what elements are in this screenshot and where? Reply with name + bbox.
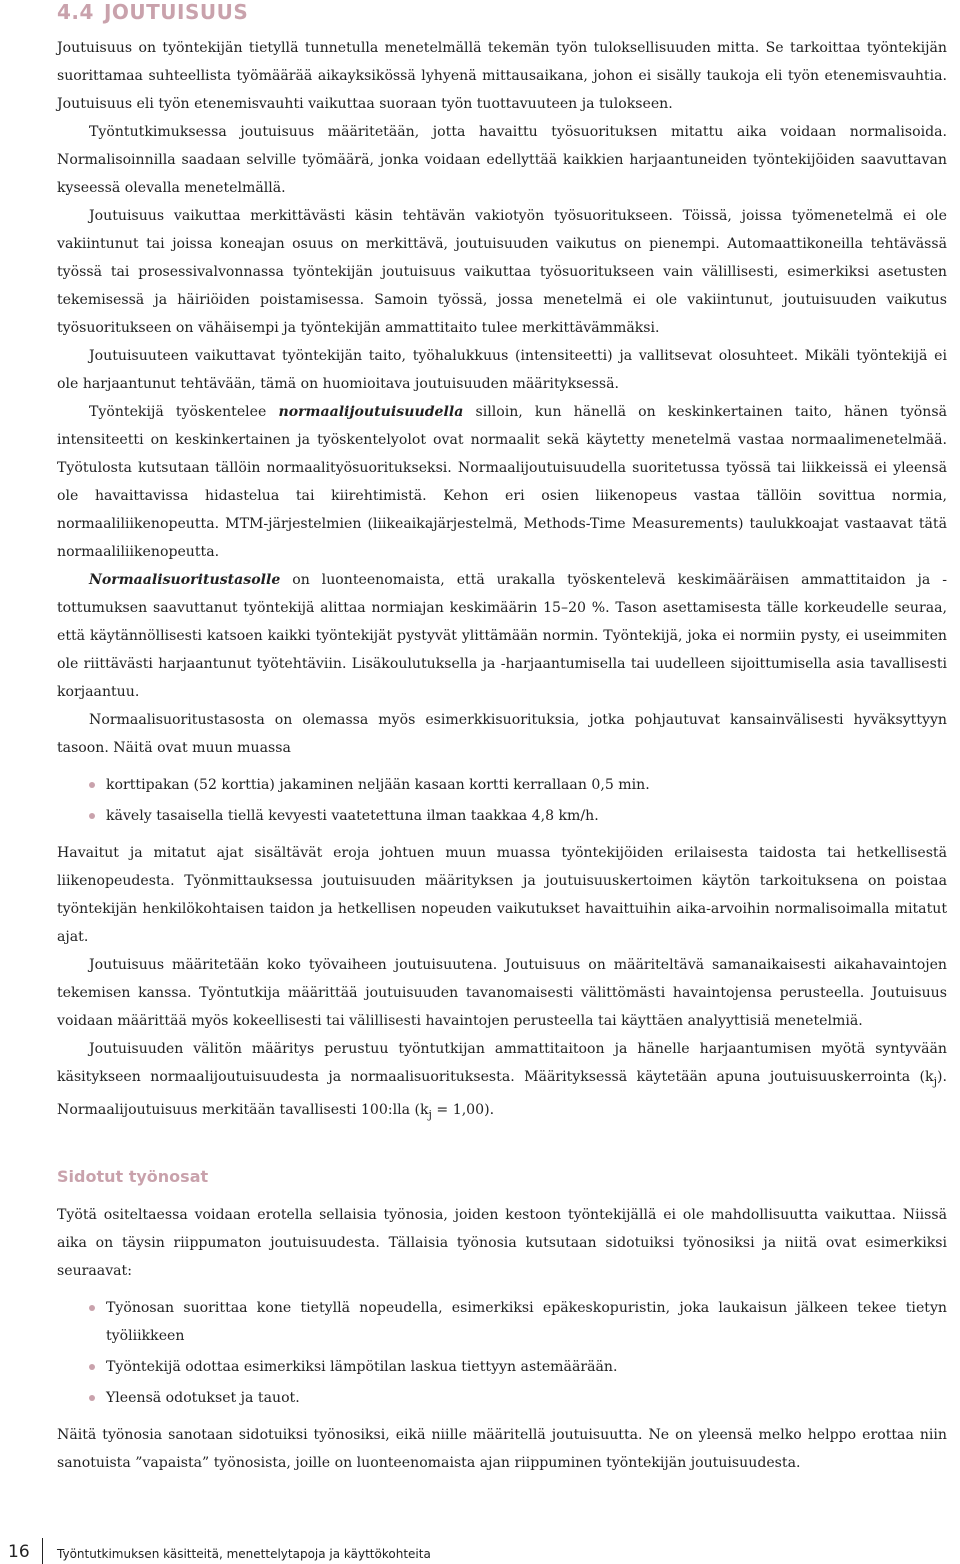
paragraph: Työntutkimuksessa joutuisuus määritetään, jotta havaittu työsuorituksen mitattu aika voidaan normalisoida. Normalisoinnilla saadaan selville työmäärä, jonka voidaan edellyttää kaikkien harjaantuneiden työntekijöiden saavuttavan kyseessä olevalla menetelmällä.	[57, 124, 947, 196]
paragraph	[57, 1035, 947, 1129]
paragraph: Joutuisuuteen vaikuttavat työntekijän taito, työhalukkuus (intensiteetti) ja vallitsevat olosuhteet. Mikäli työntekijä ei ole harjaantunut tehtävään, tämä on huomioitava joutuisuuden määrityksessä.	[57, 348, 947, 392]
paragraph-text: ). Normaalijoutuisuus merkitään tavallisesti 100:lla (k	[57, 1069, 947, 1118]
paragraph: Työtä ositeltaessa voidaan erotella sellaisia työnosia, joiden kestoon työntekijällä ei ole mahdollisuutta vaikuttaa. Niissä aika on täysin riippumaton joutuisuudesta. Tällaisia työnosia kutsutaan sidotuiksi työnosiksi ja niitä ovat esimerkiksi seuraavat:	[57, 1207, 947, 1279]
section-heading	[57, 0, 248, 24]
subscript: j	[933, 1075, 938, 1088]
section-number: 4.4	[57, 0, 94, 24]
list-item: korttipakan (52 korttia) jakaminen neljään kasaan kortti kerrallaan 0,5 min.	[89, 771, 947, 799]
paragraph: Joutuisuus vaikuttaa merkittävästi käsin tehtävän vakiotyön työsuoritukseen. Töissä, joissa työmenetelmä ei ole vakiintunut tai joissa koneajan osuus on merkittävä, joutuisuuden vaikutus on pienempi. Automaattikoneilla tehtävässä työssä tai prosessivalvonnassa työntekijän joutuisuus vaikuttaa työsuoritukseen vain välillisesti, esimerkiksi asetusten tekemisessä ja häiriöiden poistamisessa. Samoin työssä, jossa menetelmä ei ole vakiintunut, joutuisuuden vaikutus työsuoritukseen on vähäisempi ja työntekijän ammattitaito tulee merkittävämmäksi.	[57, 208, 947, 336]
subscript: j	[428, 1108, 432, 1121]
list-item: Työntekijä odottaa esimerkiksi lämpötilan laskua tiettyyn astemäärään.	[89, 1353, 947, 1381]
paragraph-text: Työntekijä työskentelee	[89, 404, 279, 420]
term-normaalisuoritustaso: Normaalisuoritustasolle	[89, 572, 281, 588]
paragraph: Joutuisuus on työntekijän tietyllä tunnetulla menetelmällä tekemän työn tuloksellisuuden mitta. Se tarkoittaa työntekijän suorittamaa suhteellista työmäärää aikayksikössä lyhyenä mittausaikana, johon ei sisälly taukoja eli työn etenemisvauhtia. Joutuisuus eli työn etenemisvauhti vaikuttaa suoraan työn tuottavuuteen ja tulokseen.	[57, 40, 947, 112]
section-title: JOUTUISUUS	[103, 0, 249, 24]
subsection-heading: Sidotut työnosat	[57, 1167, 209, 1186]
term-normaalijoutuisuus: normaalijoutuisuudella	[278, 404, 464, 420]
paragraph: Joutuisuus määritetään koko työvaiheen joutuisuutena. Joutuisuus on määriteltävä samanaikaisesti aikahavaintojen tekemisen kanssa. Työntutkija määrittää joutuisuuden tavanomaisesti välittömästi havaintojensa perusteella. Joutuisuus voidaan määrittää myös kokeellisesti tai välillisesti havaintojen perusteella tai käyttäen analyyttisiä menetelmiä.	[57, 957, 947, 1029]
list-item: kävely tasaisella tiellä kevyesti vaatetettuna ilman taakkaa 4,8 km/h.	[89, 802, 947, 830]
bound-items-list	[57, 1294, 947, 1412]
paragraph: Normaalisuoritustasosta on olemassa myös esimerkkisuorituksia, jotka pohjautuvat kansainvälisesti hyväksyttyyn tasoon. Näitä ovat muun muassa	[57, 712, 947, 756]
paragraph	[57, 566, 947, 706]
paragraph-text: Joutuisuuden välitön määritys perustuu työntutkijan ammattitaitoon ja hänelle harjaantumisen myötä syntyvään käsitykseen normaalijoutuisuudesta ja normaalisuorituksesta. Määrityksessä käytetään apuna joutuisuuskerrointa (k	[57, 1041, 947, 1085]
paragraph: Näitä työnosia sanotaan sidotuiksi työnosiksi, eikä niille määritellä joutuisuutta. Ne on yleensä melko helppo erottaa niin sanotuista ”vapaista” työnosista, joille on luonteenomaista ajan riippuminen työntekijän joutuisuudesta.	[57, 1427, 947, 1471]
footer-divider	[42, 1538, 43, 1564]
paragraph	[57, 398, 947, 566]
paragraph-text: silloin, kun hänellä on keskinkertainen taito, hänen työnsä intensiteetti on keskinkertainen ja työskentelyolot ovat normaalit sekä käytetty menetelmä vastaa normaalimenetelmää. Työtulosta kutsutaan tällöin normaalityösuoritukseksi. Normaalijoutuisuudella suoritetussa työssä tai liikkeissä ei yleensä ole havaittavissa hidastelua tai kiirehtimistä. Kehon eri osien liikenopeus vastaa tällöin sovittua normia, normaaliliikenopeutta. MTM-järjestelmien (liikeaikajärjestelmä, Methods-Time Measurements) taulukkoajat vastaavat tätä normaaliliikenopeutta.	[57, 404, 947, 560]
paragraph-text: = 1,00).	[431, 1102, 495, 1118]
paragraph-text: on luonteenomaista, että urakalla työskentelevä keskimääräisen ammattitaidon ja -tottumuksen saavuttanut työntekijä alittaa normiajan keskimäärin 15–20 %. Tason asettamisesta tälle korkeudelle seuraa, että käytännöllisesti katsoen kaikki työntekijät pystyvät ylittämään normin. Työntekijä, joka ei normiin pysty, ei useimmiten ole riittävästi harjaantunut työtehtäviin. Lisäkoulutuksella ja -harjaantumisella tai uudelleen sijoittumisella asia tavallisesti korjaantuu.	[57, 572, 947, 700]
example-list	[57, 771, 947, 830]
footer-title: Työntutkimuksen käsitteitä, menettelytapoja ja käyttökohteita	[57, 1547, 431, 1561]
page-number: 16	[8, 1542, 30, 1562]
list-item: Työnosan suorittaa kone tietyllä nopeudella, esimerkiksi epäkeskopuristin, joka laukaisun jälkeen tekee tietyn työliikkeen	[89, 1294, 947, 1350]
body-text	[57, 34, 947, 1477]
list-item: Yleensä odotukset ja tauot.	[89, 1384, 947, 1412]
paragraph: Havaitut ja mitatut ajat sisältävät eroja johtuen muun muassa työntekijöiden erilaisesta taidosta tai hetkellisestä liikenopeudesta. Työnmittauksessa joutuisuuden määrityksen ja joutuisuuskertoimen käytön tarkoituksena on poistaa työntekijän henkilökohtaisen taidon ja hetkellisen nopeuden vaikutukset havaittuihin aika-arvoihin normalisoimalla mitatut ajat.	[57, 845, 947, 945]
page-footer	[0, 1538, 960, 1564]
